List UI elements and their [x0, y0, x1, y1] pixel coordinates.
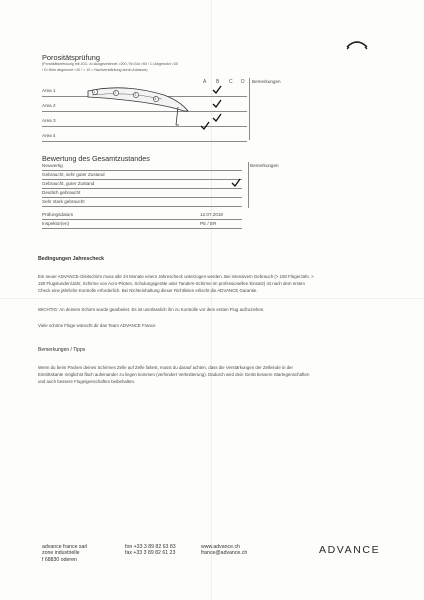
footer-company-address — [42, 544, 87, 563]
glider-profile-diagram — [84, 85, 194, 135]
notes-line1: Wenn du beim Packen deines Schirmes Zelle auf Zelle faltest, musst du darauf achten, dass die Verstärkungen der Zelleinde in der — [38, 365, 293, 370]
column-c-header: C — [229, 79, 233, 85]
check-area-4-a-icon — [200, 121, 210, 131]
condition-title: Bewertung des Gesamtzustandes — [42, 154, 150, 163]
check-area-3-b-icon — [212, 113, 222, 123]
porosity-remarks-header: Bemerkungen — [252, 79, 281, 84]
condition-item-good: Gebraucht, guter Zustand — [42, 181, 95, 186]
notes-heading: Bemerkungen / Tipps — [38, 347, 86, 353]
footer-phone: fon +33 3 89 82 63 83 — [125, 544, 176, 550]
terms-para2: WICHTIG: An deinem Schirm wurde gearbeitet. Es ist unerlässlich ihn zu Kontrolle vor dem ersten Flug aufzuziehen. — [38, 307, 265, 312]
condition-rule-3 — [42, 188, 242, 189]
diagram-marker-3: 3 — [134, 92, 137, 97]
condition-item-used: Deutlich gebraucht — [42, 190, 81, 195]
condition-remarks-header: Bemerkungen — [250, 163, 279, 168]
condition-remarks-divider — [248, 162, 249, 208]
condition-rule-1 — [42, 170, 242, 171]
inspection-date-value: 12.07.2018 — [200, 212, 223, 217]
diagram-marker-1: 1 — [93, 89, 96, 94]
inspection-rule-1 — [42, 219, 242, 220]
terms-para1-line2: 150 Flugstunden/Jahr, Schirme von Acro-Piloten, Schulungsgeräte oder Tandem-Schirme im professionellen Einsatz) ist nach dem ersten — [38, 281, 305, 286]
condition-rule-4 — [42, 197, 242, 198]
condition-item-very-good: Gebraucht, sehr guter Zustand — [42, 172, 105, 177]
paper-fold-horizontal — [0, 298, 424, 299]
remarks-divider — [249, 78, 250, 140]
terms-heading: Bedingungen Jahrescheck — [38, 256, 105, 262]
footer-contact-web — [201, 544, 247, 557]
porosity-subtitle-line1: (Porositätsmessung mit JDC: A=Ausgezeichnet >200 / B=Gut >50 / C=Abgenutzt >30 — [42, 62, 178, 66]
footer-brand-logo: ADVANCE — [319, 544, 381, 556]
wing-logo-icon — [345, 38, 369, 50]
inspector-label: Inspektor(en) — [42, 221, 70, 226]
area-4-rule — [42, 141, 247, 142]
terms-para1-line3: Check eine jährliche Kontrolle erforderlich. Bei Nichteinhaltung dieser Richtlinien erlischt die ADVANCE Garantie. — [38, 288, 258, 293]
column-a-header: A — [203, 79, 207, 85]
inspection-rule-2 — [42, 228, 242, 229]
column-b-header: B — [216, 79, 220, 85]
check-condition-good-icon — [231, 178, 241, 188]
condition-item-heavily-used: Sehr stark gebraucht — [42, 199, 85, 204]
diagram-marker-2: 2 — [114, 90, 117, 95]
column-d-header: D — [241, 79, 245, 85]
area-3-label: Area 3 — [42, 118, 56, 123]
condition-rule-2 — [42, 179, 242, 180]
footer-fax: fax +33 3 89 82 61 23 — [125, 550, 176, 557]
area-1-label: Area 1 — [42, 88, 56, 93]
footer-contact-phone — [125, 544, 176, 557]
notes-line2: Eintrittskante möglichst flach aufeinander zu liegen kommen (verhindert Verknitterung). Dadurch wird dein Gerät bessere Startegenschaften — [38, 372, 310, 377]
terms-para3: Viele schöne Flüge wünscht dir das Team ADVANCE France — [38, 323, 156, 328]
diagram-marker-4: 4 — [154, 96, 157, 101]
area-4-label: Area 4 — [42, 133, 56, 138]
notes-line3: und auch bessere Flugeigenschaften beibehalten. — [38, 379, 136, 384]
footer-company-line1: advance france sarl — [42, 544, 88, 550]
footer-company-line2: zone industrielle — [42, 550, 80, 557]
condition-rule-5 — [42, 206, 242, 207]
footer-web: www.advance.ch — [201, 544, 240, 550]
inspection-date-label: Prüfungsdatum — [42, 212, 74, 217]
check-area-2-b-icon — [212, 99, 222, 109]
porosity-title: Porositätsprüfung — [42, 53, 100, 62]
terms-para1-line1: Ein neuer ADVANCE-Gleitschirm muss alle 24 Monate einem Jahrescheck unterzogen werden. Bei intensivem Gebrauch (> 150 Flüge/Jahr, > — [38, 274, 314, 279]
condition-item-new: Neuwertig — [42, 163, 63, 168]
footer-company-line3: f 68830 oderen — [42, 556, 77, 563]
porosity-subtitle-line2: / D=Sehr abgenutzt >10 / < 10 = Nachverstärkung durch Advance) — [42, 68, 148, 72]
inspector-value: PE / ER — [200, 221, 217, 226]
footer-email: france@advance.ch — [201, 550, 248, 557]
check-area-1-b-icon — [212, 85, 222, 95]
area-2-label: Area 2 — [42, 103, 56, 108]
